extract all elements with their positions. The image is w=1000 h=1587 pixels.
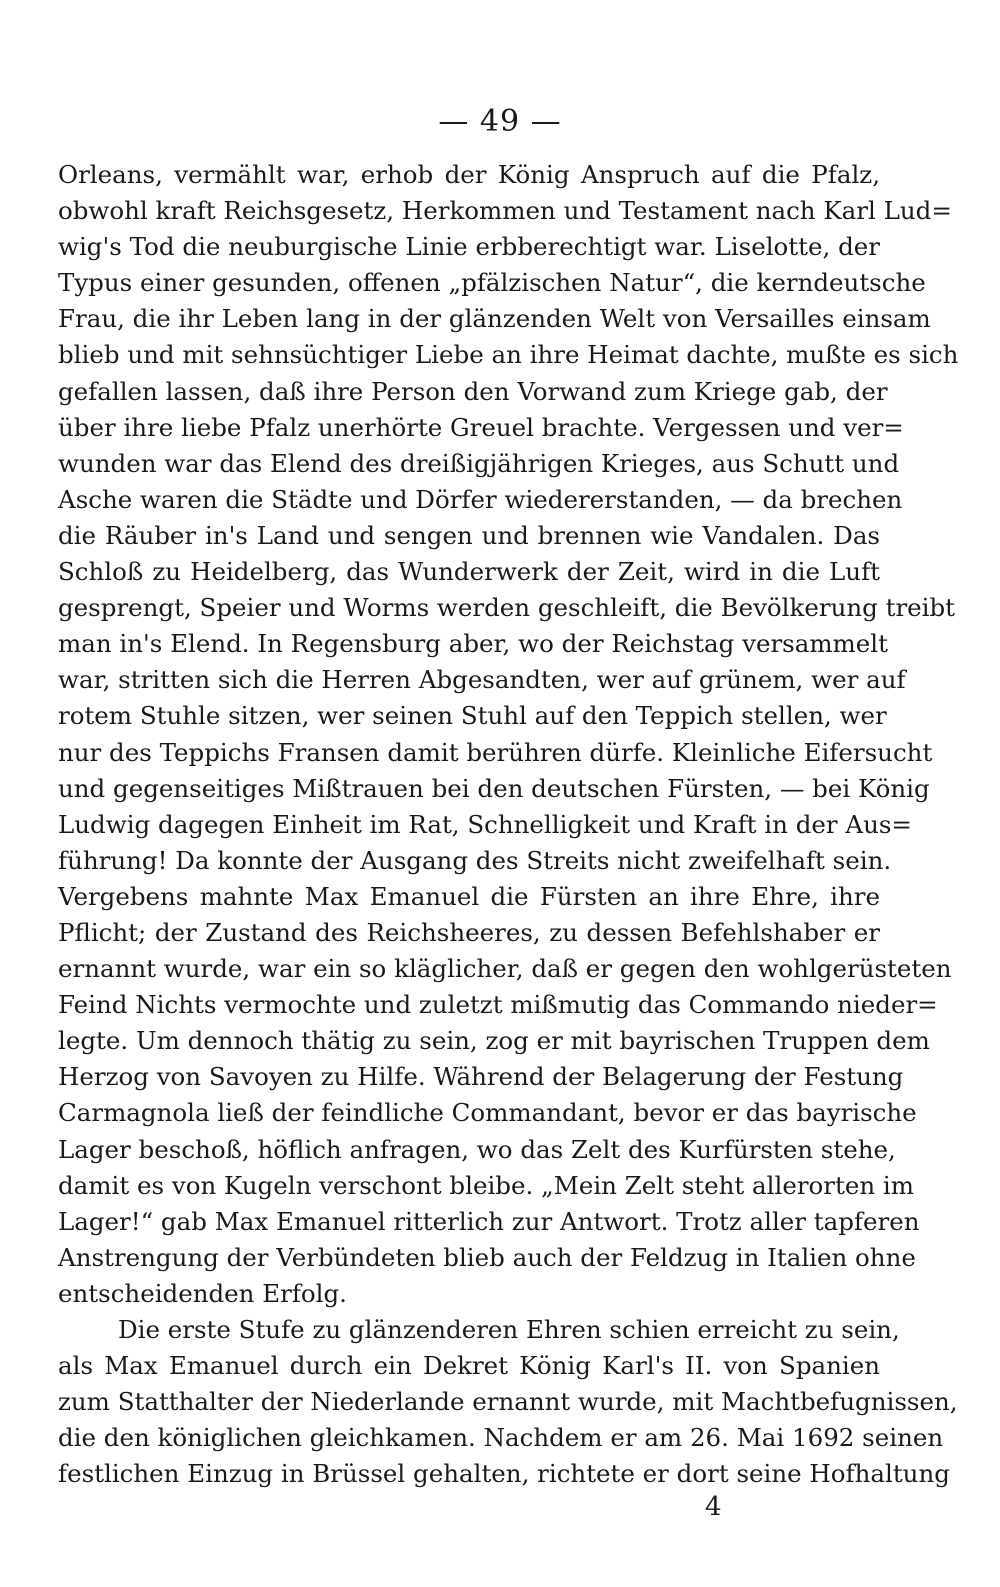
text-line: entscheidenden Erfolg.	[58, 1278, 347, 1308]
text-line: Vergebens mahnte Max Emanuel die Fürsten an ihre Ehre, ihre	[58, 881, 880, 911]
text-line: Die erste Stufe zu glänzenderen Ehren schien erreicht zu sein,	[118, 1315, 900, 1344]
paragraph-1	[58, 157, 959, 1312]
text-line: Carmagnola ließ der feindliche Commandant, bevor er das bayrische	[58, 1098, 917, 1128]
body-text	[58, 157, 959, 1492]
text-line: Feind Nichts vermochte und zuletzt mißmutig das Commando nieder=	[58, 990, 938, 1020]
text-line: wig's Tod die neuburgische Linie erbberechtigt war. Liselotte, der	[58, 232, 880, 262]
text-line: Lager beschoß, höflich anfragen, wo das Zelt des Kurfürsten stehe,	[58, 1134, 896, 1164]
text-line: und gegenseitiges Mißtrauen bei den deutschen Fürsten, — bei König	[58, 773, 930, 803]
text-line: nur des Teppichs Fransen damit berühren dürfe. Kleinliche Eifersucht	[58, 737, 933, 767]
text-line: Asche waren die Städte und Dörfer wiedererstanden, — da brechen	[58, 484, 903, 514]
paragraph-2	[58, 1312, 958, 1492]
text-line: die den königlichen gleichkamen. Nachdem er am 26. Mai 1692 seinen	[58, 1423, 944, 1453]
text-line: Anstrengung der Verbündeten blieb auch der Feldzug in Italien ohne	[58, 1242, 916, 1272]
signature-mark: 4	[705, 1492, 722, 1522]
text-line: Ludwig dagegen Einheit im Rat, Schnelligkeit und Kraft in der Aus=	[58, 809, 912, 839]
text-line: Lager!“ gab Max Emanuel ritterlich zur Antwort. Trotz aller tapferen	[58, 1206, 920, 1236]
page-number: — 49 —	[438, 104, 562, 139]
text-line: festlichen Einzug in Brüssel gehalten, richtete er dort seine Hofhaltung	[58, 1459, 950, 1489]
text-line: Orleans, vermählt war, erhob der König Anspruch auf die Pfalz,	[58, 160, 880, 189]
text-line: wunden war das Elend des dreißigjährigen Krieges, aus Schutt und	[58, 448, 900, 478]
text-line: rotem Stuhle sitzen, wer seinen Stuhl auf den Teppich stellen, wer	[58, 701, 887, 731]
text-line: führung! Da konnte der Ausgang des Streits nicht zweifelhaft sein.	[58, 845, 892, 875]
text-line: als Max Emanuel durch ein Dekret König Karl's II. von Spanien	[58, 1351, 880, 1381]
text-line: obwohl kraft Reichsgesetz, Herkommen und Testament nach Karl Lud=	[58, 196, 952, 226]
text-line: legte. Um dennoch thätig zu sein, zog er mit bayrischen Truppen dem	[58, 1026, 930, 1056]
text-line: gefallen lassen, daß ihre Person den Vorwand zum Kriege gab, der	[58, 376, 888, 406]
text-line: ernannt wurde, war ein so kläglicher, daß er gegen den wohlgerüsteten	[58, 954, 952, 984]
text-line: über ihre liebe Pfalz unerhörte Greuel brachte. Vergessen und ver=	[58, 412, 904, 442]
text-line: Schloß zu Heidelberg, das Wunderwerk der Zeit, wird in die Luft	[58, 557, 880, 587]
text-line: die Räuber in's Land und sengen und brennen wie Vandalen. Das	[58, 520, 880, 550]
text-line: Pflicht; der Zustand des Reichsheeres, zu dessen Befehlshaber er	[58, 917, 880, 947]
text-line: Typus einer gesunden, offenen „pfälzischen Natur“, die kerndeutsche	[58, 268, 926, 298]
text-line: zum Statthalter der Niederlande ernannt wurde, mit Machtbefugnissen,	[58, 1387, 958, 1417]
text-line: blieb und mit sehnsüchtiger Liebe an ihre Heimat dachte, mußte es sich	[58, 340, 959, 370]
text-line: gesprengt, Speier und Worms werden geschleift, die Bevölkerung treibt	[58, 593, 956, 623]
text-line: Frau, die ihr Leben lang in der glänzenden Welt von Versailles einsam	[58, 304, 931, 334]
text-line: damit es von Kugeln verschont bleibe. „Mein Zelt steht allerorten im	[58, 1170, 914, 1200]
text-line: war, stritten sich die Herren Abgesandten, wer auf grünem, wer auf	[58, 665, 906, 695]
text-line: Herzog von Savoyen zu Hilfe. Während der Belagerung der Festung	[58, 1062, 904, 1092]
text-line: man in's Elend. In Regensburg aber, wo der Reichstag versammelt	[58, 629, 888, 659]
